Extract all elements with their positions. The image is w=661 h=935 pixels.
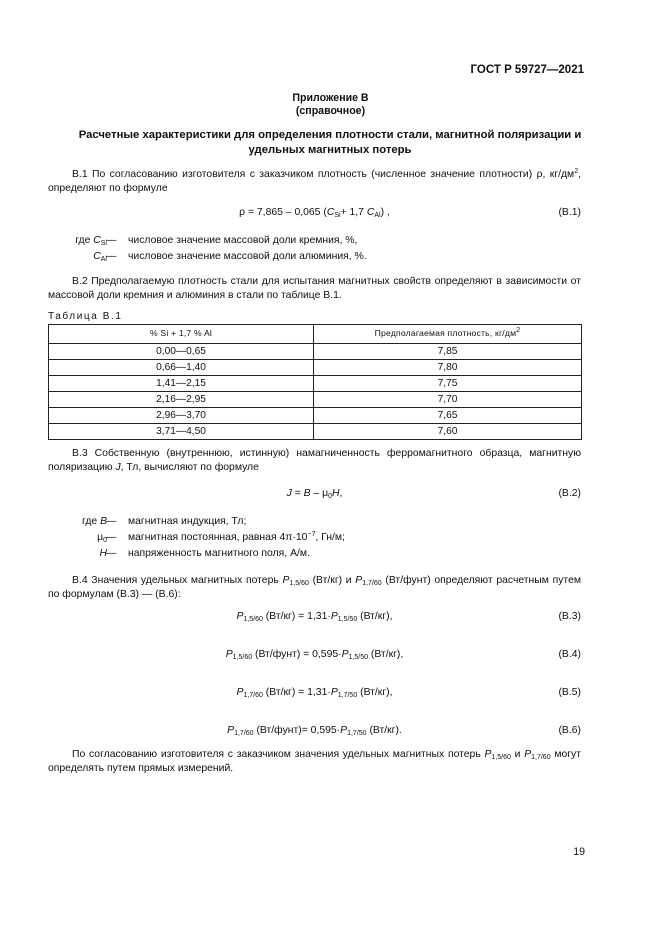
paragraph-b2: В.2 Предполагаемую плотность стали для испытания магнитных свойств определяют в зависимости от массовой доли кремния и алюминия в стали по таблице В.1. xyxy=(48,276,581,301)
paragraph-b3: В.3 Собственную (внутреннюю, истинную) намагниченность ферромагнитного образца, магнитную поляризацию J, Тл, вычисляют по формуле xyxy=(48,448,581,473)
document-page: ГОСТ Р 59727—2021 Приложение В (справочное) Расчетные характеристики для определения плотности стали, магнитной поляризации и удельных магнитных потерь В.1 По согласованию изготовителя с заказчиком плотность (численное значение плотности) ρ, $кг/дм^2$, определяют по формуле ρ = 7,865 – 0,065 ($C_{Si}+ 1,7$ $C_{Al}$) , (В.1) где $C_{Si}$ — числовое значение массовой доли кремния, %, $C_{Al}$ — числовое значение массовой доли алюминия, %. В.2 Предполагаемую плотность стали для испытания магнитных свойств определяют в зависимости от массовой доли кремния и алюминия в стали по таблице В.1. Таблица В.1 % Si + 1,7 % Al Предполагаемая плотность, $кг/дм^2$ 0,00—0,65 7,85 0,66—1,40 7,80 1,41—2,15 7,75 2,16—2,95 7,70 2,96—3,70 7,65 3,71—4,50 7,60 В.3 Собственную (внутреннюю, истинную) намагниченность ферромагнитного образца, магнитную поляризацию J, Тл, вычисляют по формуле $J = B - \mu_0H$, (В.2) где B — магнитная индукция, Тл; $\mu_0$ — магнитная постоянная, равная $4\pi\cdot 10^{-7}$, Гн/м; H — напряженность магнитного поля, А/м. В.4 Значения удельных магнитных потерь $P_{1,5/60}$ (Вт/кг) и $P_{1,7/60}$ (Вт/фунт) определяют расчетным путем по формулам (В.3) — (В.6): $P_{1,5/60}$ $(Вт/кг) = 1,31\cdot P_{1,5/50}$ (Вт/кг), (В.3) $P_{1,5/60}$ (Вт/фунт) = $0,595\cdot P_{1,5/50}$ (Вт/кг), (В.4) $P_{1,7/60}$ $(Вт/кг) = 1,31\cdot P_{1,7/50}$ (Вт/кг), (В.5) $P_{1,7/60}$ (Вт/фунт)= $0,595\cdot P_{1,7/50}$ (Вт/кг). (В.6) По согласованию изготовителя с заказчиком значения удельных магнитных потерь $P_{1,5/60}$ и $P_{1,7/60}$ могут определять путем прямых измерений. 19 xyxy=(0,0,661,935)
where-label: где xyxy=(75,235,91,246)
b1-text-start: В.1 По согласованию изготовителя с заказчиком плотность (численное значение плотности) ρ, кг/дм xyxy=(72,169,575,180)
definition-h: H — напряженность магнитного поля, А/м. xyxy=(99,548,310,559)
definition-b: где B — магнитная индукция, Тл; xyxy=(82,516,247,527)
formula-b1-expression: ρ = 7,865 – 0,065 ($C_{Si}+ 1,7$ $C_{Al}$) , xyxy=(239,207,390,219)
table-row: 2,16—2,95 7,70 xyxy=(49,392,582,408)
formula-b1-number: (В.1) xyxy=(558,207,581,218)
formula-b4-number: (В.4) xyxy=(558,649,581,660)
density-table xyxy=(48,324,582,440)
standard-number: ГОСТ Р 59727—2021 xyxy=(470,64,584,76)
table-header-row xyxy=(49,325,582,344)
page-number: 19 xyxy=(573,846,585,858)
b1-superscript: 2 xyxy=(574,168,579,175)
table-row: 0,00—0,65 7,85 xyxy=(49,344,582,360)
table-row: 2,96—3,70 7,65 xyxy=(49,408,582,424)
table-row: 1,41—2,15 7,75 xyxy=(49,376,582,392)
appendix-heading xyxy=(0,92,661,118)
table-header-density: Предполагаемая плотность, $кг/дм^2$ xyxy=(314,325,582,344)
definition-csi: где $C_{Si}$ — числовое значение массовой доли кремния, %, xyxy=(75,235,358,247)
formula-b3-number: (В.3) xyxy=(558,611,581,622)
where-label-2: где xyxy=(82,516,98,527)
formula-b2-expression: $J = B - \mu_0H$, xyxy=(286,488,343,500)
definition-cal: $C_{Al}$ — числовое значение массовой доли алюминия, %. xyxy=(93,251,367,263)
table-row: 0,66—1,40 7,80 xyxy=(49,360,582,376)
paragraph-b4: В.4 Значения удельных магнитных потерь $P_{1,5/60}$ (Вт/кг) и $P_{1,7/60}$ (Вт/фунт) определяют расчетным путем по формулам (В.3) — (В.6): xyxy=(48,575,581,600)
table-row: 3,71—4,50 7,60 xyxy=(49,424,582,440)
b1-text-end: , определяют по формуле xyxy=(48,169,581,194)
paragraph-b1 xyxy=(48,168,581,195)
formula-b5-number: (В.5) xyxy=(558,687,581,698)
appendix-subtitle: (справочное) xyxy=(295,105,366,118)
formula-b2-number: (В.2) xyxy=(558,488,581,499)
table-caption: Таблица В.1 xyxy=(48,311,123,322)
section-title: Расчетные характеристики для определения плотности стали, магнитной поляризации и удельных магнитных потерь xyxy=(78,129,582,156)
table-header-composition: % Si + 1,7 % Al xyxy=(49,325,314,344)
formula-b6-number: (В.6) xyxy=(558,725,581,736)
definition-mu0: $\mu_0$ — магнитная постоянная, равная $4\pi\cdot 10^{-7}$, Гн/м; xyxy=(97,531,345,544)
paragraph-final: По согласованию изготовителя с заказчиком значения удельных магнитных потерь $P_{1,5/60}$ и $P_{1,7/60}$ могут определять путем прямых измерений. xyxy=(48,749,582,774)
appendix-title: Приложение В xyxy=(292,92,369,104)
